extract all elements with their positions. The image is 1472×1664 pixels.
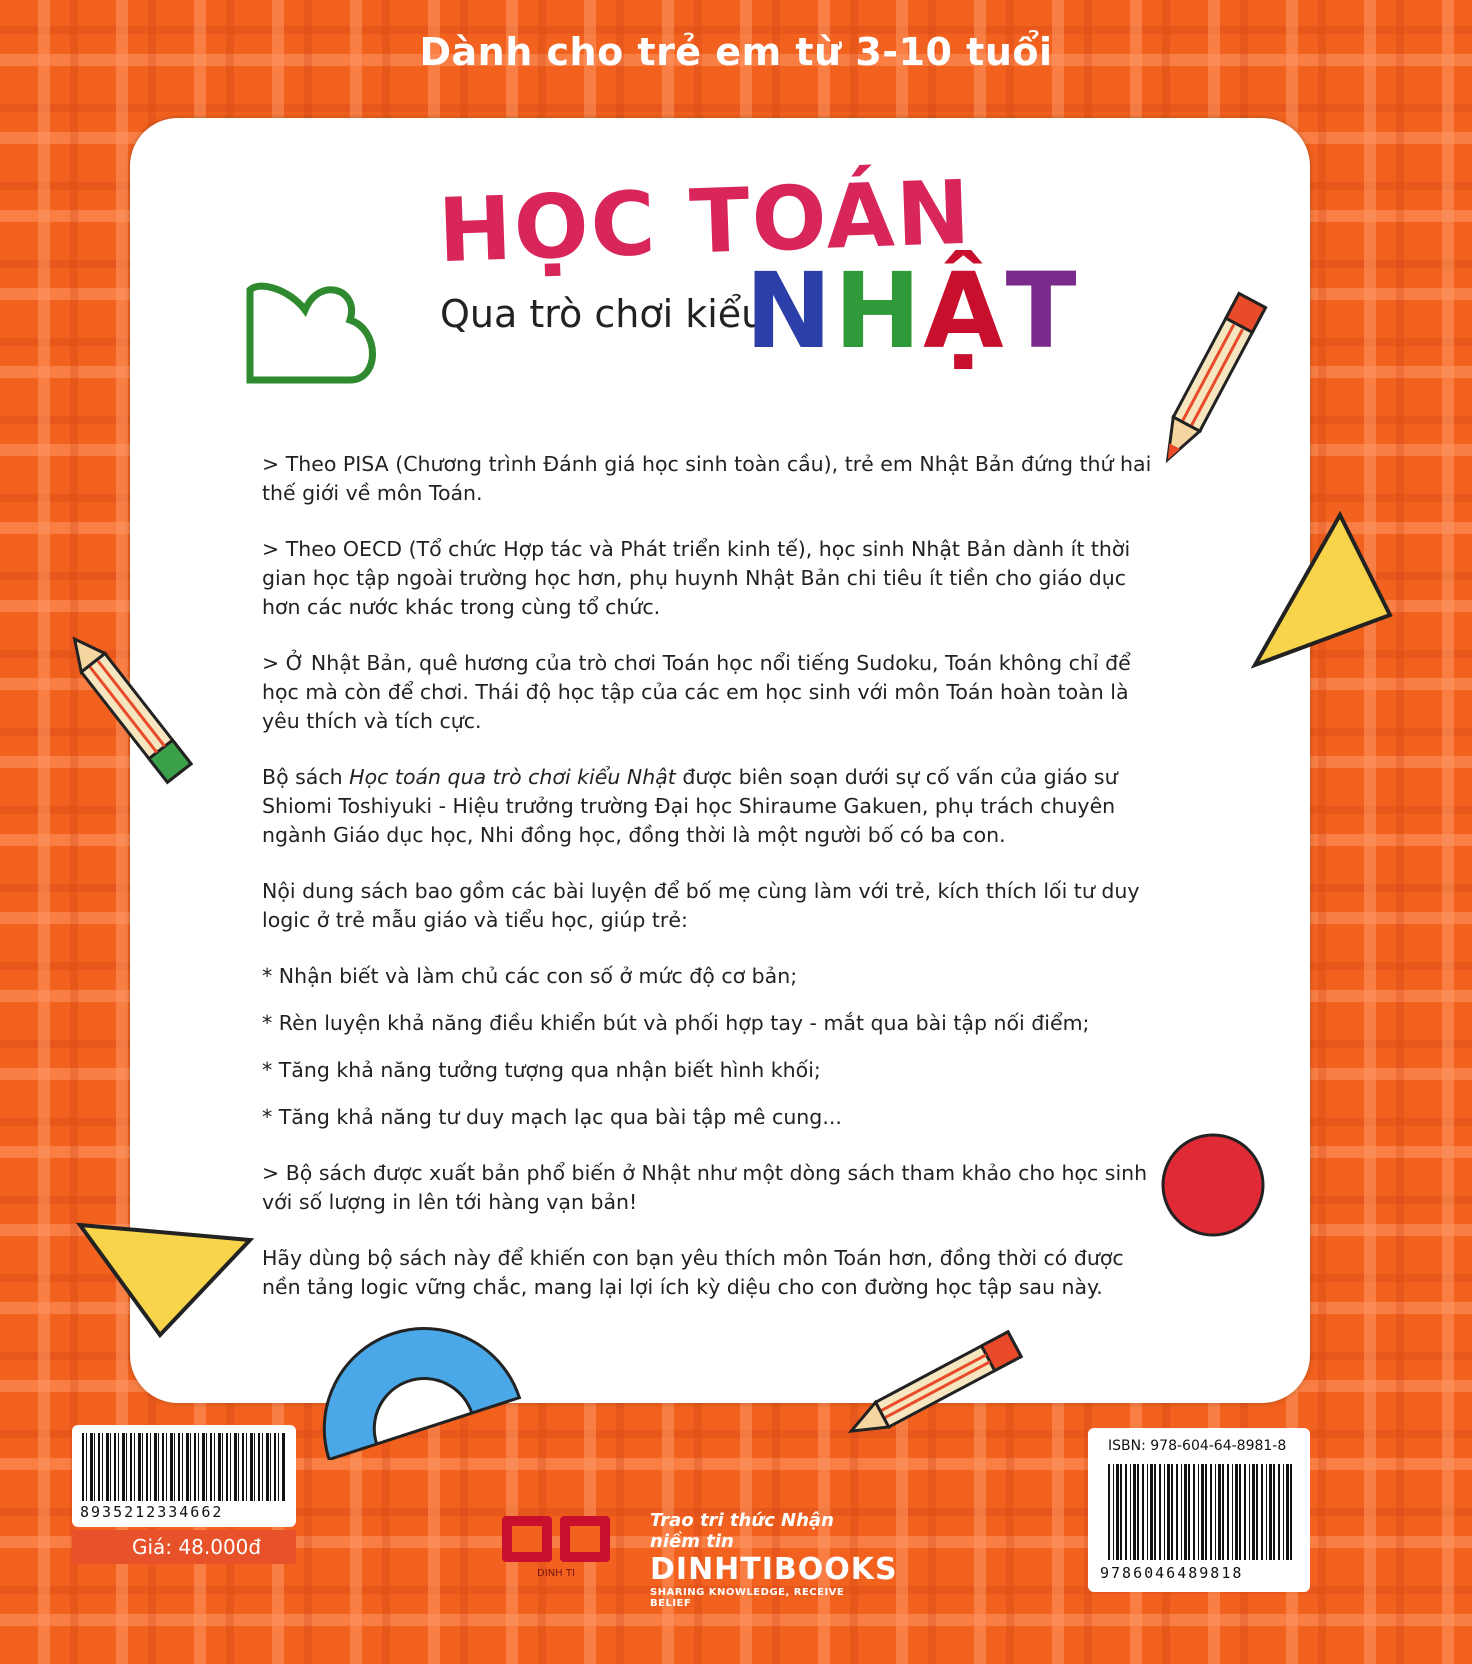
bullet-shapes: * Tăng khả năng tưởng tượng qua nhận biết hình khối; xyxy=(262,1058,821,1082)
publisher-tagline: SHARING KNOWLEDGE, RECEIVE BELIEF xyxy=(650,1587,845,1609)
paragraph-oecd: > Theo OECD (Tổ chức Hợp tác và Phát triển kinh tế), học sinh Nhật Bản dành ít thời gian học tập ngoài trường học hơn, phụ huynh Nhật Bản chi tiêu ít tiền cho giáo dục hơn các nước khác trong cùng tổ chức. xyxy=(262,537,1131,619)
publisher-block xyxy=(650,1510,898,1609)
book-title-nhat xyxy=(745,250,1079,372)
publisher-slogan: Trao tri thức Nhận niềm tin xyxy=(650,1510,834,1552)
pencil-icon xyxy=(60,620,200,800)
bullet-numbers: * Nhận biết và làm chủ các con số ở mức độ cơ bản; xyxy=(262,964,798,988)
author-pre: Bộ sách xyxy=(262,765,350,789)
nhat-letter: T xyxy=(1005,250,1079,372)
back-cover-text xyxy=(262,450,1152,1329)
paragraph-sudoku: > Ở Nhật Bản, quê hương của trò chơi Toán học nổi tiếng Sudoku, Toán không chỉ để học mà còn để chơi. Thái độ học tập của các em học sinh với môn Toán hoàn toàn là yêu thích và tích cực. xyxy=(262,651,1131,733)
barcode-bars xyxy=(82,1433,286,1501)
logo-text: DINH TI xyxy=(537,1568,575,1579)
heart-icon xyxy=(230,270,380,410)
paragraph-pisa: > Theo PISA (Chương trình Đánh giá học sinh toàn cầu), trẻ em Nhật Bản đứng thứ hai thế giới về môn Toán. xyxy=(262,452,1152,505)
dinhti-logo-icon xyxy=(498,1510,614,1580)
bullet-dots: * Rèn luyện khả năng điều khiển bút và phối hợp tay - mắt qua bài tập nối điểm; xyxy=(262,1011,1090,1035)
isbn-barcode-bars xyxy=(1108,1464,1292,1560)
publisher-name: DINHTIBOOKS xyxy=(650,1552,898,1587)
book-title-sub: Qua trò chơi kiểu xyxy=(440,292,766,336)
book-title-main: HỌC TOÁN xyxy=(436,160,974,283)
pencil-icon xyxy=(1150,280,1270,480)
isbn-label: ISBN: 978-604-64-8981-8 xyxy=(1108,1438,1287,1454)
nhat-letter: H xyxy=(834,250,924,372)
barcode-left xyxy=(72,1425,296,1527)
nhat-letter: N xyxy=(745,250,835,372)
pencil-icon xyxy=(840,1330,1040,1440)
paragraph-closing: Hãy dùng bộ sách này để khiến con bạn yêu thích môn Toán hơn, đồng thời có được nền tảng logic vững chắc, mang lại lợi ích kỳ diệu cho con đường học tập sau này. xyxy=(262,1246,1124,1299)
triangle-icon xyxy=(75,1210,255,1340)
book-series-title: Học toán qua trò chơi kiểu Nhật xyxy=(349,765,676,789)
paragraph-author xyxy=(262,763,1152,850)
price-label: Giá: 48.000đ xyxy=(72,1530,296,1564)
isbn-barcode-digits: 9786046489818 xyxy=(1100,1564,1244,1582)
barcode-digits: 8935212334662 xyxy=(80,1503,224,1521)
age-tagline: Dành cho trẻ em từ 3-10 tuổi xyxy=(419,30,1053,74)
paragraph-content: Nội dung sách bao gồm các bài luyện để bố mẹ cùng làm với trẻ, kích thích lối tư duy logic ở trẻ mẫu giáo và tiểu học, giúp trẻ: xyxy=(262,879,1140,932)
red-circle-icon xyxy=(1158,1130,1268,1240)
triangle-icon xyxy=(1245,505,1395,675)
paragraph-publishing: > Bộ sách được xuất bản phổ biến ở Nhật như một dòng sách tham khảo cho học sinh với số lượng in lên tới hàng vạn bản! xyxy=(262,1161,1148,1214)
nhat-letter: Ậ xyxy=(923,250,1006,372)
barcode-right xyxy=(1088,1428,1310,1592)
bullet-maze: * Tăng khả năng tư duy mạch lạc qua bài tập mê cung... xyxy=(262,1105,842,1129)
protractor-icon xyxy=(305,1310,525,1460)
author-post: được biên soạn dưới sự cố vấn của giáo sư Shiomi Toshiyuki - Hiệu trưởng trường Đại học Shiraume Gakuen, phụ trách chuyên ngành Giáo dục học, Nhi đồng học, đồng thời là một người bố có ba con. xyxy=(262,765,1118,847)
